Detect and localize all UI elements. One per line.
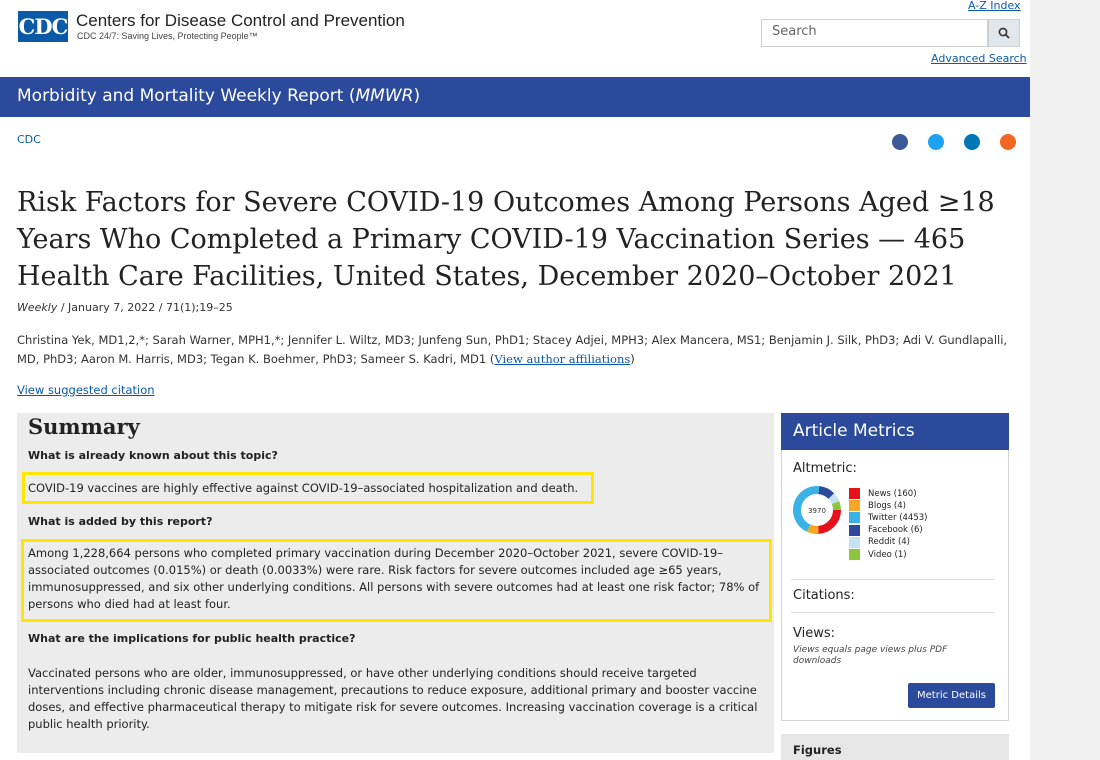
authors-text: Christina Yek, MD1,2,*; Sarah Warner, MPH1,*; Jennifer L. Wiltz, MD3; Junfeng Sun, PhD1; Stacey Adjei, MPH3; Alex Mancera, MS1; Benjamin J. Silk, PhD3; Adi V. Gundlapalli, MD, PhD3; Aaron M. Harris, MD3; Tegan K. Boehmer, PhD3; Sameer S. Kadri, MD1 (	[17, 333, 1008, 366]
linkedin-icon[interactable]	[964, 134, 980, 150]
legend-swatch	[849, 525, 860, 536]
facebook-icon[interactable]	[892, 134, 908, 150]
summary-question-3: What are the implications for public health practice?	[28, 632, 356, 645]
a-z-index-link[interactable]: A-Z Index	[968, 0, 1021, 12]
altmetric-donut[interactable]	[791, 484, 843, 536]
syndicate-icon[interactable]	[1000, 134, 1016, 150]
views-note: Views equals page views plus PDF downloads	[793, 645, 948, 666]
breadcrumb[interactable]: CDC	[17, 133, 41, 146]
legend-swatch	[849, 500, 860, 511]
advanced-search-link[interactable]: Advanced Search	[931, 52, 1027, 65]
banner-title[interactable]	[17, 86, 420, 106]
legend-item[interactable]: Twitter (4453)	[868, 512, 928, 523]
altmetric-label: Altmetric:	[793, 461, 857, 476]
summary-title: Summary	[28, 414, 140, 439]
org-tagline: CDC 24/7: Saving Lives, Protecting People™	[77, 31, 258, 41]
search-icon	[998, 27, 1010, 39]
citations-label: Citations:	[793, 588, 855, 603]
article-metrics-panel	[781, 413, 1009, 721]
metric-details-button[interactable]: Metric Details	[908, 683, 995, 708]
page-gutter	[1030, 0, 1100, 760]
summary-question-2: What is added by this report?	[28, 515, 213, 528]
figures-label: Figures	[793, 743, 842, 757]
publication-info	[17, 301, 233, 314]
banner-title-suffix: )	[413, 86, 421, 106]
weekly-label: Weekly	[17, 301, 58, 314]
legend-item[interactable]: Video (1)	[868, 549, 907, 560]
summary-answer-2: Among 1,228,664 persons who completed primary vaccination during December 2020–October 2021, severe COVID-19–associated outcomes (0.015%) or death (0.0033%) were rare. Risk factors for severe outcomes included age ≥65 years, immunosuppressed, and six other underlying conditions. All persons with severe outcomes had at least one risk factor; 78% of persons who died had at least four.	[28, 546, 760, 611]
article-title: Risk Factors for Severe COVID-19 Outcomes Among Persons Aged ≥18 Years Who Completed a Primary COVID-19 Vaccination Series — 465 Health Care Facilities, United States, December 2020–October 2021	[17, 187, 995, 292]
legend-swatch	[849, 549, 860, 560]
author-list	[17, 331, 1017, 369]
summary-question-1: What is already known about this topic?	[28, 449, 278, 462]
pub-date: / January 7, 2022 / 71(1);19–25	[57, 301, 233, 314]
legend-swatch	[849, 512, 860, 523]
metrics-divider-1	[791, 579, 995, 580]
altmetric-score: 3970	[808, 507, 826, 515]
legend-swatch	[849, 537, 860, 548]
cdc-logo[interactable]: CDC	[18, 11, 68, 42]
legend-swatch	[849, 488, 860, 499]
summary-answer-3: Vaccinated persons who are older, immunosuppressed, or have other underlying conditions should receive targeted interventions including chronic disease management, precautions to reduce exposure, additional primary and booster vaccine doses, and effective pharmaceutical therapy to mitigate risk for severe outcomes. Increasing vaccination coverage is a critical public health priority.	[28, 666, 758, 731]
legend-item[interactable]: Reddit (4)	[868, 537, 910, 548]
search-button[interactable]	[988, 19, 1020, 47]
legend-item[interactable]: News (160)	[868, 488, 917, 499]
views-label: Views:	[793, 626, 836, 641]
summary-answer-1: COVID-19 vaccines are highly effective against COVID-19–associated hospitalization and death.	[28, 481, 579, 495]
legend-item[interactable]: Facebook (6)	[868, 525, 923, 536]
banner-title-mmwr: MMWR	[355, 86, 414, 106]
banner-title-prefix: Morbidity and Mortality Weekly Report (	[17, 86, 356, 106]
twitter-icon[interactable]	[928, 134, 944, 150]
view-affiliations-link[interactable]: View author affiliations	[494, 352, 631, 366]
metrics-divider-2	[791, 612, 995, 613]
legend-item[interactable]: Blogs (4)	[868, 500, 906, 511]
search-input[interactable]: Search	[761, 19, 988, 47]
authors-end: )	[630, 352, 635, 366]
org-name[interactable]: Centers for Disease Control and Prevention	[76, 11, 405, 30]
view-citation-link[interactable]: View suggested citation	[17, 383, 155, 397]
metrics-title: Article Metrics	[781, 413, 1009, 450]
